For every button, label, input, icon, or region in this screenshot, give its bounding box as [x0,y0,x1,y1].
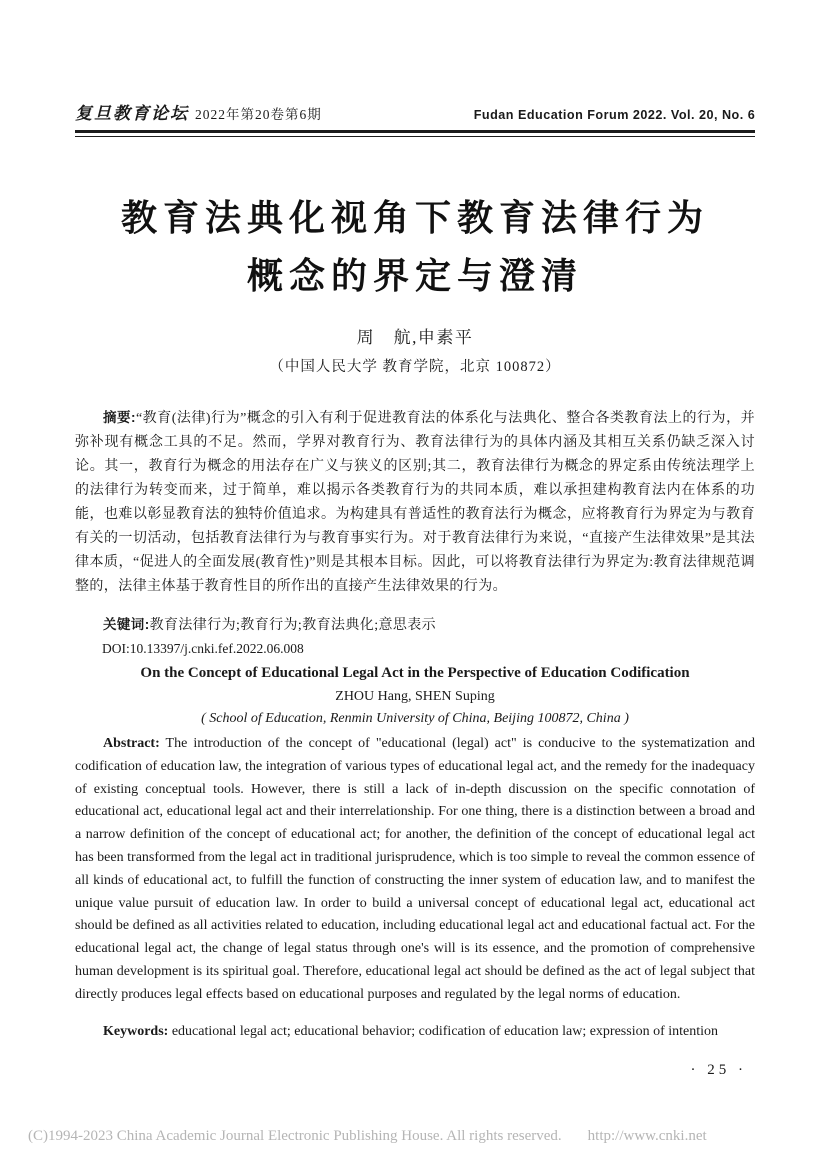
journal-name-cn: 复旦教育论坛 [75,104,189,123]
keywords-en-text: educational legal act; educational behavior; codification of education law; expression of intention [171,1023,719,1039]
keywords-en-label: Keywords: [103,1023,169,1039]
journal-name-en: Fudan Education Forum 2022. Vol. 20, No. 6 [473,107,755,122]
keywords-cn [75,613,755,638]
abstract-en-label: Abstract: [103,736,160,751]
article-title-line1: 教育法典化视角下教育法律行为 [120,198,709,238]
footer [28,1128,707,1145]
keywords-en [75,1021,755,1044]
header-rule-thick [75,130,755,133]
affiliation-en: ( School of Education, Renmin University of China, Beijing 100872, China ) [201,711,629,726]
abstract-cn-text: “教育(法律)行为”概念的引入有利于促进教育法的体系化与法典化、整合各类教育法上的行为，并弥补现有概念工具的不足。然而，学界对教育行为、教育法律行为的具体内涵及其相互关系仍缺乏深入讨论。其一，教育行为概念的用法存在广义与狭义的区别;其二，教育法律行为概念的界定系由传统法理学上的法律行为转变而来，过于简单，难以揭示各类教育行为的共同本质，难以承担建构教育法内在体系的功能，也难以彰显教育法的独特价值追求。为构建具有普适性的教育法行为概念，应将教育行为界定为与教育有关的一切活动，包括教育法律行为与教育事实行为。对于教育法律行为来说，“直接产生法律效果”是其法律本质，“促进人的全面发展(教育性)”则是其根本目标。因此，可以将教育法律行为界定为:教育法律规范调整的，法律主体基于教育性目的所作出的直接产生法律效果的行为。 [75,411,755,594]
doi: DOI:10.13397/j.cnki.fef.2022.06.008 [102,641,304,656]
header-rule-thin [75,136,755,137]
abstract-cn-label: 摘要: [103,410,136,425]
article-title-line2: 概念的界定与澄清 [246,256,583,296]
journal-header [75,0,755,124]
footer-copyright: (C)1994-2023 China Academic Journal Electronic Publishing House. All rights reserved. [28,1128,562,1144]
authors-en: ZHOU Hang, SHEN Suping [335,689,495,704]
keywords-cn-text: 教育法律行为;教育行为;教育法典化;意思表示 [149,618,437,633]
journal-header-left [75,99,322,124]
article-title-en: On the Concept of Educational Legal Act in the Perspective of Education Codification [140,665,690,681]
abstract-en-text: The introduction of the concept of "educational (legal) act" is conducive to the systematization and codification of education law, the integration of various types of educational legal act, and the remedy for the inadequacy of existing conceptual tools. However, there is still a lack of in-depth discussion on the specific connotation of educational act, educational legal act and their interrelationship. For one thing, there is a distinction between a broad and a narrow definition of the concept of educational act; for another, the definition of the concept of educational legal act has been transformed from the legal act in traditional jurisprudence, which is too simple to reveal the common essence of all kinds of educational act, to fulfill the function of constructing the inner system of education law, and to manifest the unique value pursuit of education law. In order to build a universal concept of educational legal act, educational act should be defined as all activities related to education, including educational legal act and educational factual act. For the educational legal act, the change of legal status through one's will is its essence, and the promotion of comprehensive human development is its spiritual goal. Therefore, educational legal act should be defined as the act of legal subject that directly produces legal effects based on educational purposes and regulated by the legal norms of education. [75,736,755,1002]
keywords-cn-label: 关键词: [103,617,150,632]
footer-url: http://www.cnki.net [587,1128,707,1144]
page-content [75,0,755,1043]
page-number: · 25 · [690,1062,747,1078]
journal-issue-cn: 2022年第20卷第6期 [195,107,322,122]
abstract-en [75,733,755,1007]
article-title [75,189,755,305]
affiliation-cn: （中国人民大学 教育学院，北京 100872） [269,359,561,375]
authors-cn: 周 航,申素平 [356,328,474,347]
abstract-cn [75,406,755,599]
